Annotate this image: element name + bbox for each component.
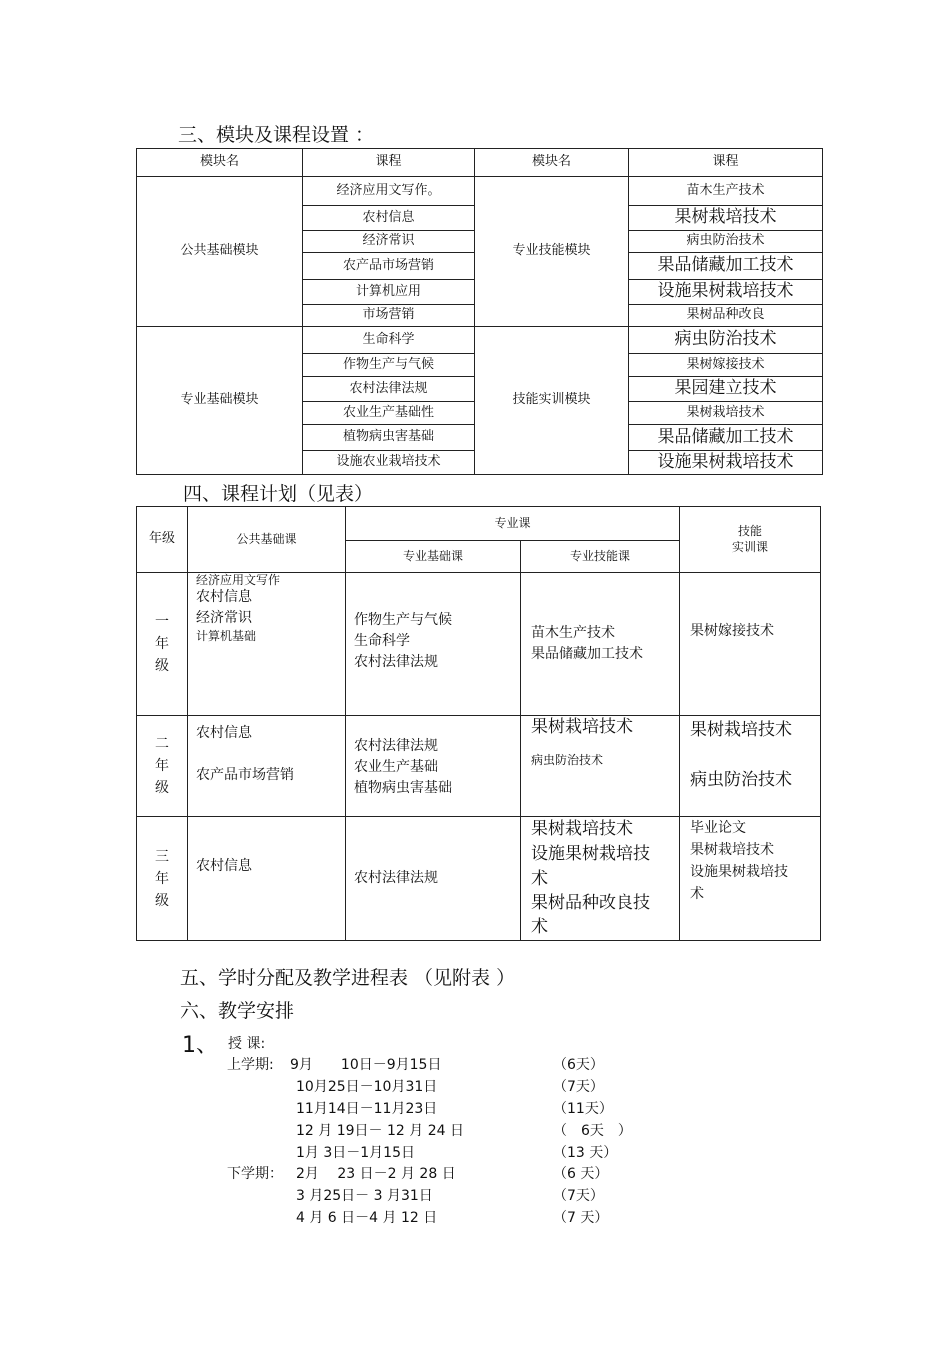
public-courses-cell: 经济应用文写作 农村信息 经济常识 计算机基础 xyxy=(188,573,346,716)
schedule-days: （6天） xyxy=(553,1057,604,1073)
item-number: 1、 xyxy=(182,1033,218,1058)
header-course: 课程 xyxy=(303,149,475,177)
course-cell: 果树栽培技术 xyxy=(629,206,823,231)
course-cell: 果品储藏加工技术 xyxy=(629,425,823,451)
grade-cell: 二 年 级 xyxy=(137,716,188,817)
public-courses-cell: 农村信息 xyxy=(188,817,346,941)
schedule-days: （6 天） xyxy=(553,1166,609,1182)
module-skill: 专业技能模块 xyxy=(475,177,629,327)
schedule-dates: 3 月25日－ 3 月31日 xyxy=(296,1188,433,1204)
schedule-term: 上学期: xyxy=(227,1057,274,1073)
grade-cell: 一 年 级 xyxy=(137,573,188,716)
schedule-days: （ 6天 ） xyxy=(553,1123,632,1139)
schedule-dates: 2月 23 日－2 月 28 日 xyxy=(296,1166,456,1182)
course-cell: 经济常识 xyxy=(303,231,475,253)
section5-title: 五、学时分配及教学进程表 （见附表 ） xyxy=(180,967,516,989)
course-cell: 农产品市场营销 xyxy=(303,253,475,280)
course-cell: 果树栽培技术 xyxy=(629,402,823,425)
item-label: 授 课: xyxy=(228,1036,266,1052)
course-cell: 果树嫁接技术 xyxy=(629,354,823,377)
course-cell: 病虫防治技术 xyxy=(629,327,823,354)
course-cell: 果树品种改良 xyxy=(629,305,823,327)
basic-courses-cell: 作物生产与气候 生命科学 农村法律法规 xyxy=(346,573,521,716)
basic-courses-cell: 农村法律法规 农业生产基础 植物病虫害基础 xyxy=(346,716,521,817)
skill-courses-cell: 果树栽培技术 病虫防治技术 xyxy=(521,716,680,817)
header-practice-line: 技能 xyxy=(738,523,763,538)
schedule-dates: 1月 3日－1月15日 xyxy=(296,1145,415,1161)
course-cell: 果园建立技术 xyxy=(629,377,823,402)
schedule-dates: 12 月 19日－ 12 月 24 日 xyxy=(296,1123,464,1139)
module-practice: 技能实训模块 xyxy=(475,327,629,475)
course-cell: 作物生产与气候 xyxy=(303,354,475,377)
schedule-days: （13 天） xyxy=(553,1145,618,1161)
course-cell: 植物病虫害基础 xyxy=(303,425,475,451)
module-course-table xyxy=(136,148,823,475)
module-public-basic: 公共基础模块 xyxy=(137,177,303,327)
header-course: 课程 xyxy=(629,149,823,177)
course-cell: 经济应用文写作。 xyxy=(303,177,475,206)
section6-title: 六、教学安排 xyxy=(180,1000,295,1022)
skill-courses-cell: 果树栽培技术 设施果树栽培技 术 果树品种改良技 术 xyxy=(521,817,680,941)
schedule-days: （11天） xyxy=(553,1101,613,1117)
course-plan-table xyxy=(136,506,821,941)
skill-courses-cell: 苗木生产技术 果品储藏加工技术 xyxy=(521,573,680,716)
course-cell: 市场营销 xyxy=(303,305,475,327)
course-cell: 设施农业栽培技术 xyxy=(303,451,475,475)
course-cell: 农业生产基础性 xyxy=(303,402,475,425)
course-cell: 苗木生产技术 xyxy=(629,177,823,206)
header-practice-line: 实训课 xyxy=(732,539,769,554)
schedule-dates: 11月14日－11月23日 xyxy=(296,1101,438,1117)
module-major-basic: 专业基础模块 xyxy=(137,327,303,475)
public-courses-cell: 农村信息 农产品市场营销 xyxy=(188,716,346,817)
section4-title: 四、课程计划（见表） xyxy=(183,483,374,505)
schedule-days: （7 天） xyxy=(553,1210,609,1226)
basic-courses-cell: 农村法律法规 xyxy=(346,817,521,941)
header-module-name: 模块名 xyxy=(137,149,303,177)
header-public: 公共基础课 xyxy=(188,507,346,573)
course-cell: 计算机应用 xyxy=(303,280,475,305)
header-grade: 年级 xyxy=(137,507,188,573)
header-practice xyxy=(680,507,821,573)
schedule-dates: 9月 10日－9月15日 xyxy=(290,1057,442,1073)
header-major-skill: 专业技能课 xyxy=(521,541,680,573)
course-cell: 农村信息 xyxy=(303,206,475,231)
grade-cell: 三 年 级 xyxy=(137,817,188,941)
course-cell: 病虫防治技术 xyxy=(629,231,823,253)
header-major: 专业课 xyxy=(346,507,680,541)
course-cell: 设施果树栽培技术 xyxy=(629,280,823,305)
schedule-days: （7天） xyxy=(553,1188,604,1204)
section3-title: 三、模块及课程设置 ： xyxy=(178,124,375,146)
schedule-dates: 10月25日－10月31日 xyxy=(296,1079,438,1095)
course-cell: 农村法律法规 xyxy=(303,377,475,402)
schedule-days: （7天） xyxy=(553,1079,604,1095)
course-cell: 果品储藏加工技术 xyxy=(629,253,823,280)
header-major-basic: 专业基础课 xyxy=(346,541,521,573)
practice-courses-cell: 果树嫁接技术 xyxy=(680,573,821,716)
course-cell: 生命科学 xyxy=(303,327,475,354)
practice-courses-cell: 果树栽培技术 病虫防治技术 xyxy=(680,716,821,817)
schedule-dates: 4 月 6 日－4 月 12 日 xyxy=(296,1210,438,1226)
course-cell: 设施果树栽培技术 xyxy=(629,451,823,475)
header-module-name: 模块名 xyxy=(475,149,629,177)
practice-courses-cell: 毕业论文 果树栽培技术 设施果树栽培技 术 xyxy=(680,817,821,941)
schedule-term: 下学期： xyxy=(227,1166,283,1182)
